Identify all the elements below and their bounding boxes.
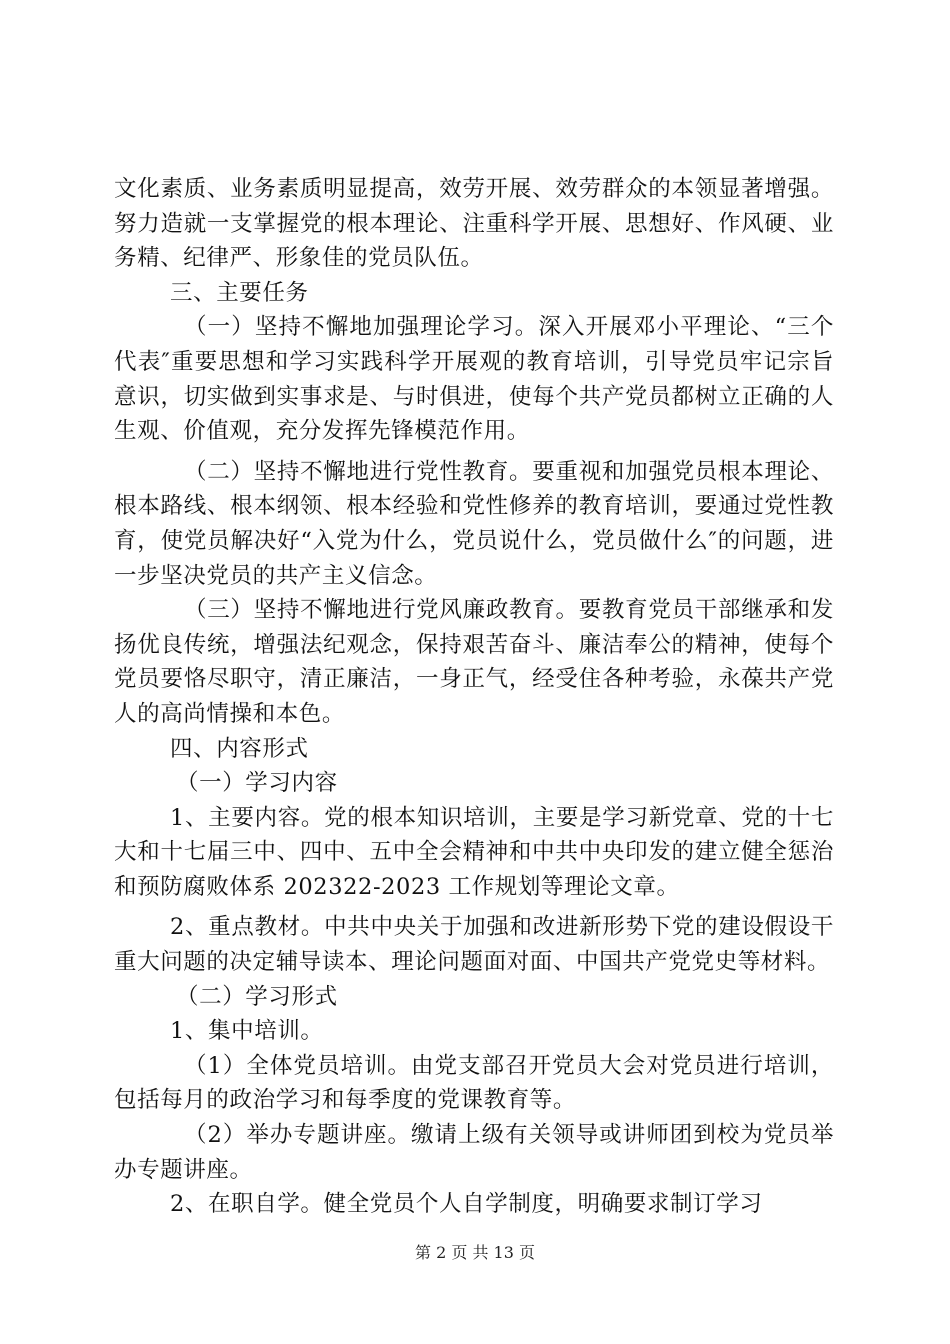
document-body xyxy=(114,172,834,1222)
paragraph-self-study: 2、在职自学。健全党员个人自学制度，明确要求制订学习 xyxy=(170,1191,763,1218)
section-heading-main-tasks: 三、主要任务 xyxy=(170,279,309,306)
paragraph-main-content: 1、主要内容。党的根本知识培训，主要是学习新党章、党的十七大和十七届三中、四中、五中全会精神和中共中央印发的建立健全惩治和预防腐败体系 202322-2023 工作规划等理论文章。 xyxy=(114,804,834,900)
paragraph-all-member-training: （1）全体党员培训。由党支部召开党员大会对党员进行培训，包括每月的政治学习和每季度的党课教育等。 xyxy=(114,1052,834,1114)
section-heading-content-form: 四、内容形式 xyxy=(170,735,309,762)
paragraph-task-theory-study: （一）坚持不懈地加强理论学习。深入开展邓小平理论、“三个代表″重要思想和学习实践科学开展观的教育培训，引导党员牢记宗旨意识，切实做到实事求是、与时俱进，使每个共产党员都树立正确的人生观、价值观，充分发挥先锋模范作用。 xyxy=(114,314,834,445)
paragraph-centralized-training: 1、集中培训。 xyxy=(170,1018,324,1045)
paragraph-key-materials: 2、重点教材。中共中央关于加强和改进新形势下党的建设假设干重大问题的决定辅导读本、理论问题面对面、中国共产党党史等材料。 xyxy=(114,914,834,976)
subheading-study-form: （二）学习形式 xyxy=(176,983,338,1010)
paragraph-task-integrity: （三）坚持不懈地进行党风廉政教育。要教育党员干部继承和发扬优良传统，增强法纪观念，保持艰苦奋斗、廉洁奉公的精神，使每个党员要恪尽职守，清正廉洁，一身正气，经受住各种考验，永葆共产党人的高尚情操和本色。 xyxy=(114,597,834,727)
subheading-study-content: （一）学习内容 xyxy=(176,770,338,797)
paragraph-goals-continued: 文化素质、业务素质明显提高，效劳开展、效劳群众的本领显著增强。努力造就一支掌握党的根本理论、注重科学开展、思想好、作风硬、业务精、纪律严、形象佳的党员队伍。 xyxy=(114,176,834,272)
page-footer: 第 2 页 共 13 页 xyxy=(415,1243,535,1262)
paragraph-task-party-spirit: （二）坚持不懈地进行党性教育。要重视和加强党员根本理论、根本路线、根本纲领、根本经验和党性修养的教育培训，要通过党性教育，使党员解决好“入党为什么，党员说什么，党员做什么″的问题，进一步坚决党员的共产主义信念。 xyxy=(114,458,834,589)
paragraph-special-lectures: （2）举办专题讲座。缴请上级有关领导或讲师团到校为党员举办专题讲座。 xyxy=(114,1122,834,1183)
